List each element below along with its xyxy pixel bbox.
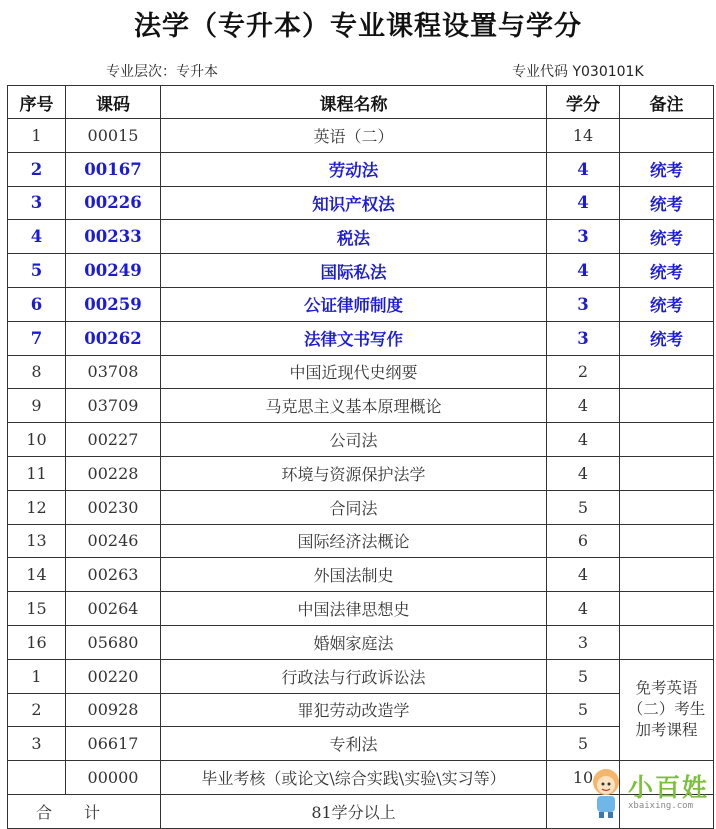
row-no: 5 xyxy=(8,254,66,288)
table-row xyxy=(8,152,714,186)
header-no: 序号 xyxy=(8,86,66,119)
header-name: 课程名称 xyxy=(161,86,547,119)
row-name: 外国法制史 xyxy=(161,558,547,592)
alt-course-note: 免考英语（二）考生加考课程 xyxy=(620,659,714,760)
row-name: 罪犯劳动改造学 xyxy=(161,693,547,727)
row-credit: 5 xyxy=(547,659,620,693)
row-credit: 4 xyxy=(547,558,620,592)
row-no: 13 xyxy=(8,524,66,558)
table-row xyxy=(8,693,714,727)
major-code: 专业代码 Y030101K xyxy=(512,64,644,80)
major-level: 专业层次：专升本 xyxy=(106,64,218,80)
table-row xyxy=(8,254,714,288)
row-note: 统考 xyxy=(620,287,714,321)
mascot-icon xyxy=(588,766,628,820)
row-name: 婚姻家庭法 xyxy=(161,625,547,659)
row-name: 环境与资源保护法学 xyxy=(161,456,547,490)
row-no: 14 xyxy=(8,558,66,592)
course-table xyxy=(7,85,714,829)
table-row xyxy=(8,592,714,626)
row-name: 公证律师制度 xyxy=(161,287,547,321)
row-name: 法律文书写作 xyxy=(161,321,547,355)
row-credit: 3 xyxy=(547,625,620,659)
table-row xyxy=(8,456,714,490)
row-no: 15 xyxy=(8,592,66,626)
row-code: 03709 xyxy=(66,389,161,423)
row-credit: 4 xyxy=(547,592,620,626)
row-no xyxy=(8,761,66,795)
row-no: 10 xyxy=(8,423,66,457)
watermark-text: 小百姓 xyxy=(628,773,710,802)
table-row xyxy=(8,389,714,423)
row-no: 11 xyxy=(8,456,66,490)
row-credit: 4 xyxy=(547,152,620,186)
row-code: 00220 xyxy=(66,659,161,693)
table-row xyxy=(8,625,714,659)
row-note xyxy=(620,389,714,423)
row-credit: 5 xyxy=(547,727,620,761)
row-code: 00000 xyxy=(66,761,161,795)
row-no: 16 xyxy=(8,625,66,659)
row-no: 3 xyxy=(8,186,66,220)
table-row xyxy=(8,524,714,558)
row-no: 2 xyxy=(8,693,66,727)
watermark-logo xyxy=(588,766,714,822)
row-credit: 4 xyxy=(547,389,620,423)
row-note xyxy=(620,625,714,659)
row-name: 知识产权法 xyxy=(161,186,547,220)
row-code: 00015 xyxy=(66,119,161,153)
row-credit: 4 xyxy=(547,456,620,490)
row-credit: 6 xyxy=(547,524,620,558)
row-note: 统考 xyxy=(620,321,714,355)
row-note xyxy=(620,119,714,153)
row-name: 税法 xyxy=(161,220,547,254)
row-name: 马克思主义基本原理概论 xyxy=(161,389,547,423)
row-name: 中国法律思想史 xyxy=(161,592,547,626)
row-code: 00227 xyxy=(66,423,161,457)
row-credit: 3 xyxy=(547,220,620,254)
row-credit: 10 xyxy=(547,761,620,795)
row-name: 国际私法 xyxy=(161,254,547,288)
row-credit: 14 xyxy=(547,119,620,153)
row-note: 统考 xyxy=(620,152,714,186)
row-name: 毕业考核（或论文\综合实践\实验\实习等） xyxy=(161,761,547,795)
row-name: 国际经济法概论 xyxy=(161,524,547,558)
table-row xyxy=(8,558,714,592)
row-no: 4 xyxy=(8,220,66,254)
table-row xyxy=(8,220,714,254)
row-name: 劳动法 xyxy=(161,152,547,186)
table-row xyxy=(8,727,714,761)
header-credit: 学分 xyxy=(547,86,620,119)
watermark-url: xbaixing.com xyxy=(628,801,694,811)
row-note xyxy=(620,456,714,490)
row-no: 3 xyxy=(8,727,66,761)
row-code: 00264 xyxy=(66,592,161,626)
table-row xyxy=(8,659,714,693)
row-code: 06617 xyxy=(66,727,161,761)
row-note xyxy=(620,592,714,626)
row-note: 统考 xyxy=(620,254,714,288)
row-no: 7 xyxy=(8,321,66,355)
row-note xyxy=(620,423,714,457)
row-credit: 4 xyxy=(547,254,620,288)
row-credit: 5 xyxy=(547,490,620,524)
row-name: 公司法 xyxy=(161,423,547,457)
table-row xyxy=(8,186,714,220)
row-note xyxy=(620,524,714,558)
row-credit: 4 xyxy=(547,423,620,457)
row-name: 英语（二） xyxy=(161,119,547,153)
table-row xyxy=(8,423,714,457)
row-code: 00259 xyxy=(66,287,161,321)
row-name: 行政法与行政诉讼法 xyxy=(161,659,547,693)
header-note: 备注 xyxy=(620,86,714,119)
row-no: 8 xyxy=(8,355,66,389)
row-code: 00249 xyxy=(66,254,161,288)
table-row xyxy=(8,287,714,321)
row-note: 统考 xyxy=(620,186,714,220)
table-row xyxy=(8,355,714,389)
page-title: 法学（专升本）专业课程设置与学分 xyxy=(134,11,582,42)
row-credit: 3 xyxy=(547,287,620,321)
table-header-row xyxy=(8,86,714,119)
total-value: 81学分以上 xyxy=(161,794,547,828)
row-name: 专利法 xyxy=(161,727,547,761)
row-name: 合同法 xyxy=(161,490,547,524)
row-credit: 4 xyxy=(547,186,620,220)
row-no: 6 xyxy=(8,287,66,321)
row-code: 00230 xyxy=(66,490,161,524)
row-code: 03708 xyxy=(66,355,161,389)
row-code: 00928 xyxy=(66,693,161,727)
row-code: 05680 xyxy=(66,625,161,659)
table-row xyxy=(8,490,714,524)
row-code: 00228 xyxy=(66,456,161,490)
row-credit: 2 xyxy=(547,355,620,389)
row-credit: 5 xyxy=(547,693,620,727)
row-no: 2 xyxy=(8,152,66,186)
row-code: 00262 xyxy=(66,321,161,355)
row-no: 12 xyxy=(8,490,66,524)
row-note xyxy=(620,558,714,592)
row-note xyxy=(620,490,714,524)
row-code: 00233 xyxy=(66,220,161,254)
row-code: 00167 xyxy=(66,152,161,186)
table-row xyxy=(8,119,714,153)
row-note: 统考 xyxy=(620,220,714,254)
row-code: 00226 xyxy=(66,186,161,220)
row-no: 9 xyxy=(8,389,66,423)
row-code: 00246 xyxy=(66,524,161,558)
row-note xyxy=(620,355,714,389)
total-label: 合计 xyxy=(8,794,161,828)
row-no: 1 xyxy=(8,659,66,693)
table-row xyxy=(8,321,714,355)
row-name: 中国近现代史纲要 xyxy=(161,355,547,389)
header-code: 课码 xyxy=(66,86,161,119)
row-no: 1 xyxy=(8,119,66,153)
row-code: 00263 xyxy=(66,558,161,592)
row-credit: 3 xyxy=(547,321,620,355)
